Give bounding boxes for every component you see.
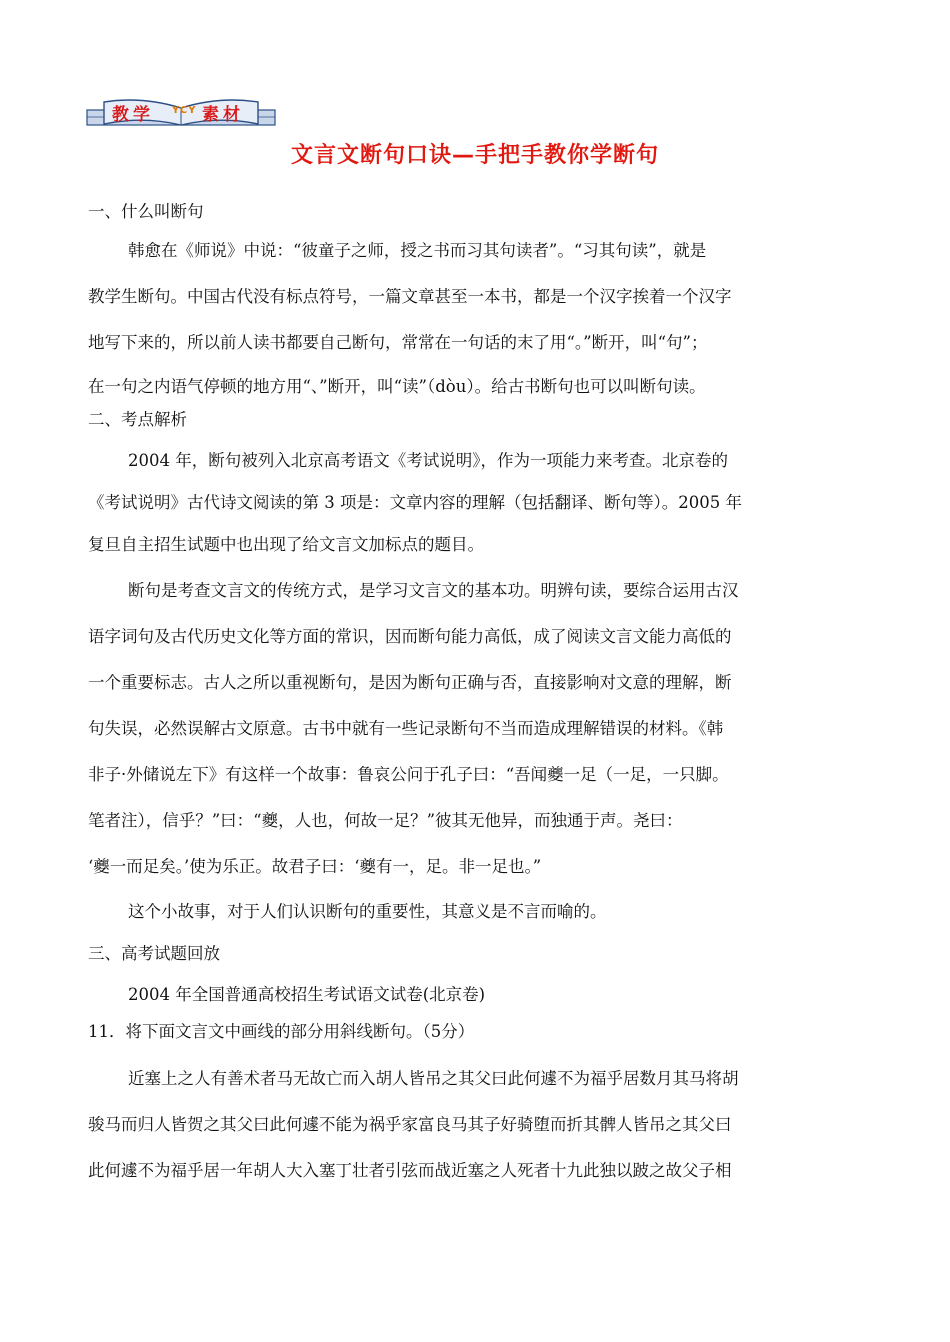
paragraph-line: 笔者注），信乎？”曰：“夔，人也，何故一足？”彼其无他异，而独通于声。尧曰： <box>88 811 683 830</box>
question-11: 11．将下面文言文中画线的部分用斜线断句。（5分） <box>88 1022 475 1041</box>
paragraph-line: 《考试说明》古代诗文阅读的第 3 项是：文章内容的理解（包括翻译、断句等）。2005 年 <box>88 493 742 512</box>
paragraph-line: 骏马而归人皆贺之其父曰此何遽不能为祸乎家富良马其子好骑堕而折其髀人皆吊之其父曰 <box>88 1115 732 1134</box>
page-title: 文言文断句口诀—手把手教你学断句 <box>290 143 659 168</box>
teaching-material-logo <box>86 94 276 130</box>
logo-text-left: 教学 <box>112 105 154 125</box>
paragraph-line: 句失误，必然误解古文原意。古书中就有一些记录断句不当而造成理解错误的材料。《韩 <box>88 719 724 738</box>
section-3-heading: 三、高考试题回放 <box>88 944 220 963</box>
paragraph-line: 地写下来的，所以前人读书都要自己断句，常常在一句话的末了用“。”断开，叫“句”； <box>88 333 708 352</box>
paragraph-line: 韩愈在《师说》中说：“彼童子之师，授之书而习其句读者”。“习其句读”，就是 <box>128 241 707 260</box>
paragraph-line: 在一句之内语气停顿的地方用“、”断开，叫“读”（dòu）。给古书断句也可以叫断句读。 <box>88 377 706 396</box>
paragraph-line: 教学生断句。中国古代没有标点符号，一篇文章甚至一本书，都是一个汉字挨着一个汉字 <box>88 287 732 306</box>
section-1-heading: 一、什么叫断句 <box>88 202 204 221</box>
paragraph-line: 近塞上之人有善术者马无故亡而入胡人皆吊之其父曰此何遽不为福乎居数月其马将胡 <box>128 1069 739 1088</box>
paragraph-line: 断句是考查文言文的传统方式，是学习文言文的基本功。明辨句读，要综合运用古汉 <box>128 581 739 600</box>
paragraph-line: 语字词句及古代历史文化等方面的常识，因而断句能力高低，成了阅读文言文能力高低的 <box>88 627 732 646</box>
section-2-heading: 二、考点解析 <box>88 410 187 429</box>
exam-source: 2004 年全国普通高校招生考试语文试卷(北京卷) <box>128 985 486 1004</box>
section-2-paragraph-3: 这个小故事，对于人们认识断句的重要性，其意义是不言而喻的。 <box>128 902 607 921</box>
paragraph-line: 此何遽不为福乎居一年胡人大入塞丁壮者引弦而战近塞之人死者十九此独以跛之故父子相 <box>88 1161 732 1180</box>
logo-text-mid: YCY <box>172 105 197 116</box>
section-1-paragraph <box>88 228 864 404</box>
section-2-paragraph-1 <box>88 436 864 566</box>
paragraph-line: 2004 年，断句被列入北京高考语文《考试说明》，作为一项能力来考查。北京卷的 <box>128 451 728 470</box>
logo-text-right: 素材 <box>202 105 244 125</box>
exam-passage <box>88 1048 864 1194</box>
paragraph-line: 非子·外储说左下》有这样一个故事：鲁哀公问于孔子曰：“吾闻夔一足（一足，一只脚。 <box>88 765 729 784</box>
paragraph-line: ‘夔一而足矣。’使为乐正。故君子曰：‘夔有一，足。非一足也。” <box>88 857 542 876</box>
paragraph-line: 复旦自主招生试题中也出现了给文言文加标点的题目。 <box>88 535 484 554</box>
paragraph-line: 一个重要标志。古人之所以重视断句，是因为断句正确与否，直接影响对文意的理解，断 <box>88 673 732 692</box>
section-2-paragraph-2 <box>88 566 864 890</box>
document-body <box>88 196 864 1194</box>
